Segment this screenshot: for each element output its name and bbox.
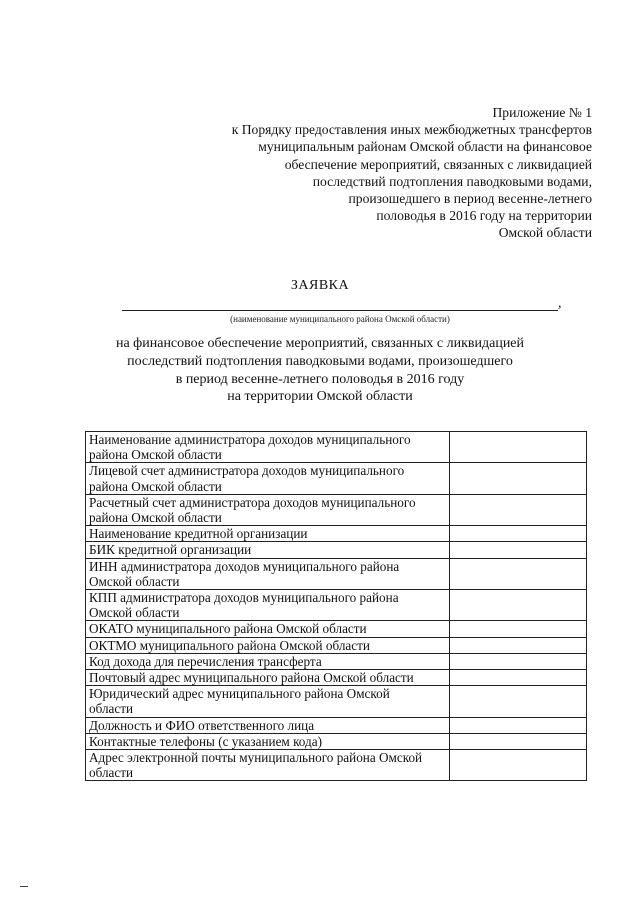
form-row-value[interactable] — [449, 463, 586, 494]
form-row-label — [86, 653, 450, 669]
form-row — [86, 621, 587, 637]
form-row-label — [86, 542, 450, 558]
form-row-label-line: области — [89, 701, 134, 717]
form-row — [86, 717, 587, 733]
form-row-label-line: Расчетный счет администратора доходов муниципального — [89, 494, 416, 510]
form-row-label — [86, 670, 450, 686]
form-row-label-line: Наименование кредитной организации — [89, 526, 308, 542]
subtitle-line: последствий подтопления паводковыми водами, произошедшего — [127, 353, 513, 369]
form-row — [86, 542, 587, 558]
subtitle-line: на финансовое обеспечение мероприятий, связанных с ликвидацией — [115, 336, 525, 351]
form-row-label — [86, 750, 450, 781]
form-row-label-line: Омской области — [89, 573, 180, 589]
form-row-label-line: Почтовый адрес муниципального района Омской области — [89, 670, 414, 686]
scan-mark — [20, 886, 28, 887]
form-row-label-line: КПП администратора доходов муниципального района — [89, 590, 399, 606]
form-row-label-line: Код дохода для перечисления трансферта — [89, 653, 322, 669]
appendix-line: к Порядку предоставления иных межбюджетных трансфертов — [231, 122, 592, 138]
subtitle-line: в период весенне-летнего половодья в 2016 году — [175, 371, 465, 387]
form-row-label-line: Должность и ФИО ответственного лица — [89, 717, 315, 733]
form-row-label-line: Омской области — [89, 605, 180, 621]
form-row — [86, 733, 587, 749]
form-row-label-line: БИК кредитной организации — [89, 542, 252, 558]
form-row-value[interactable] — [449, 494, 586, 525]
form-row — [86, 463, 587, 494]
form-row-label-line: ОКАТО муниципального района Омской области — [89, 621, 367, 637]
appendix-line: обеспечение мероприятий, связанных с ликвидацией — [284, 156, 592, 172]
form-row — [86, 590, 587, 621]
form-row-label — [86, 621, 450, 637]
form-row — [86, 686, 587, 717]
form-row-label — [86, 686, 450, 717]
form-row — [86, 432, 587, 463]
form-row-value[interactable] — [449, 621, 586, 637]
form-row-label-line: области — [89, 765, 134, 781]
district-name-line[interactable] — [122, 310, 558, 311]
appendix-line: Приложение № 1 — [492, 105, 592, 120]
form-row-label-line: Адрес электронной почты муниципального района Омской — [89, 750, 423, 766]
form-row-label — [86, 432, 450, 463]
form-row-label-line: ИНН администратора доходов муниципального района — [89, 558, 400, 574]
form-row-label-line: Контактные телефоны (с указанием кода) — [89, 733, 322, 749]
document-subtitle — [0, 335, 640, 406]
form-row — [86, 653, 587, 669]
form-row — [86, 750, 587, 781]
form-row-label — [86, 526, 450, 542]
appendix-line: Омской области — [498, 225, 592, 241]
form-row-label-line: района Омской области — [89, 447, 222, 463]
form-row-value[interactable] — [449, 637, 586, 653]
application-form-table — [85, 431, 587, 781]
form-row-label — [86, 558, 450, 589]
form-row-label-line: ОКТМО муниципального района Омской области — [89, 637, 370, 653]
form-row-label-line: Лицевой счет администратора доходов муниципального — [89, 463, 405, 479]
form-row-value[interactable] — [449, 542, 586, 558]
appendix-line: половодья в 2016 году на территории — [376, 208, 592, 224]
form-row — [86, 494, 587, 525]
form-row-value[interactable] — [449, 750, 586, 781]
appendix-line: муниципальным районам Омской области на финансовое — [258, 139, 592, 155]
appendix-line: последствий подтопления паводковыми водами, — [312, 173, 592, 189]
form-row — [86, 558, 587, 589]
form-row-value[interactable] — [449, 717, 586, 733]
subtitle-line: на территории Омской области — [227, 389, 413, 405]
form-row-label — [86, 590, 450, 621]
form-row-value[interactable] — [449, 590, 586, 621]
form-row-value[interactable] — [449, 432, 586, 463]
form-row-label — [86, 733, 450, 749]
form-row-value[interactable] — [449, 686, 586, 717]
form-row — [86, 670, 587, 686]
appendix-line: произошедшего в период весенне-летнего — [348, 191, 592, 207]
form-row-value[interactable] — [449, 526, 586, 542]
form-row-label-line: района Омской области — [89, 510, 222, 526]
form-row-label-line: Юридический адрес муниципального района Омской — [89, 686, 390, 702]
form-row-label-line: Наименование администратора доходов муниципального — [89, 432, 411, 447]
form-row-label — [86, 637, 450, 653]
form-row — [86, 526, 587, 542]
appendix-header — [152, 104, 592, 242]
form-row-label-line: района Омской области — [89, 478, 222, 494]
form-row-value[interactable] — [449, 558, 586, 589]
form-row-value[interactable] — [449, 670, 586, 686]
form-row — [86, 637, 587, 653]
form-row-value[interactable] — [449, 653, 586, 669]
form-row-label — [86, 463, 450, 494]
form-row-label — [86, 494, 450, 525]
document-title: ЗАЯВКА — [290, 278, 350, 293]
district-name-caption: (наименование муниципального района Омской области) — [230, 314, 450, 324]
name-line-comma: , — [558, 296, 562, 311]
form-row-label — [86, 717, 450, 733]
form-row-value[interactable] — [449, 733, 586, 749]
